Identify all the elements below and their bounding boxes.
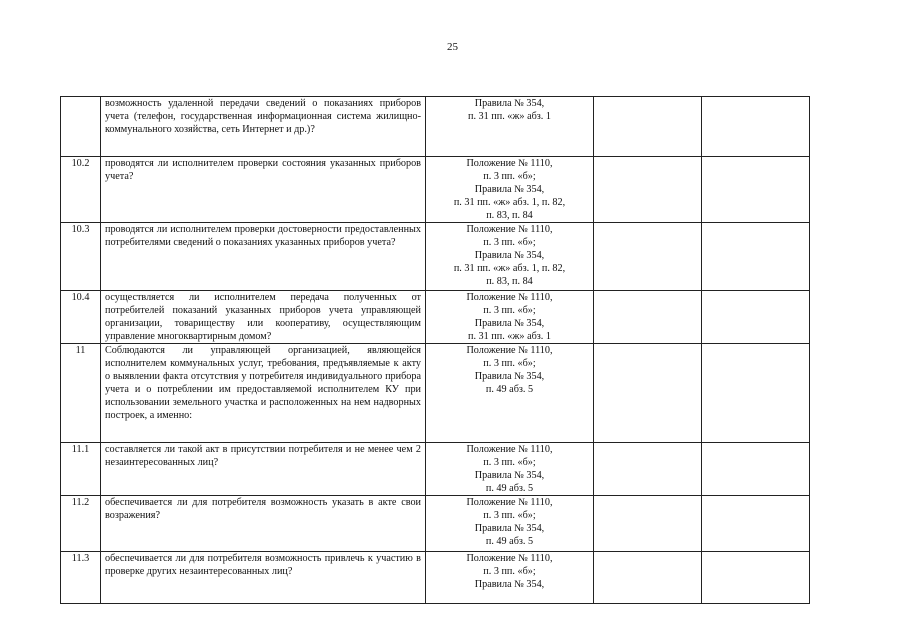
page-number: 25	[447, 41, 458, 53]
legal-reference-line: Положение № 1110,	[466, 553, 553, 564]
legal-reference-line: Правила № 354,	[474, 250, 545, 261]
question-cell: проводятся ли исполнителем проверки состояния указанных приборов учета?	[101, 157, 426, 223]
answer-cell	[594, 223, 702, 291]
item-number-cell: 11.3	[61, 552, 101, 604]
item-number-cell: 10.4	[61, 291, 101, 344]
answer-cell	[594, 496, 702, 552]
item-number-cell: 10.2	[61, 157, 101, 223]
note-cell	[702, 291, 810, 344]
table-row	[61, 97, 810, 157]
question-cell: обеспечивается ли для потребителя возможность привлечь к участию в проверке других незаинтересованных лиц?	[101, 552, 426, 604]
legal-reference-line: Правила № 354,	[474, 98, 545, 109]
checklist-table	[60, 96, 810, 604]
checklist-table-body	[61, 97, 810, 604]
legal-reference-line: Правила № 354,	[474, 184, 545, 195]
question-cell: осуществляется ли исполнителем передача полученных от потребителей показаний указанных приборов учета управляющей организации, товариществу или кооперативу, осуществляющим управление многоквартирным домом?	[101, 291, 426, 344]
note-cell	[702, 97, 810, 157]
note-cell	[702, 496, 810, 552]
answer-cell	[594, 344, 702, 443]
question-cell: проводятся ли исполнителем проверки достоверности предоставленных потребителями сведений о показаниях указанных приборов учета?	[101, 223, 426, 291]
answer-cell	[594, 552, 702, 604]
legal-reference-cell	[426, 552, 594, 604]
question-cell: возможность удаленной передачи сведений о показаниях приборов учета (телефон, государственная информационная система жилищно-коммунального хозяйства, сеть Интернет и др.)?	[101, 97, 426, 157]
note-cell	[702, 344, 810, 443]
legal-reference-line: п. 83, п. 84	[486, 276, 533, 287]
answer-cell	[594, 291, 702, 344]
legal-reference-line: п. 83, п. 84	[486, 210, 533, 221]
question-cell: составляется ли такой акт в присутствии потребителя и не менее чем 2 незаинтересованных лиц?	[101, 443, 426, 496]
table-row	[61, 291, 810, 344]
legal-reference-line: Положение № 1110,	[466, 158, 553, 169]
note-cell	[702, 443, 810, 496]
legal-reference-line: Правила № 354,	[474, 579, 545, 590]
legal-reference-line: п. 3 пп. «б»;	[483, 358, 536, 369]
answer-cell	[594, 157, 702, 223]
legal-reference-line: Правила № 354,	[474, 318, 545, 329]
legal-reference-cell	[426, 97, 594, 157]
note-cell	[702, 552, 810, 604]
legal-reference-line: п. 49 абз. 5	[485, 483, 534, 494]
table-row	[61, 157, 810, 223]
legal-reference-line: п. 3 пп. «б»;	[483, 237, 536, 248]
answer-cell	[594, 97, 702, 157]
legal-reference-cell	[426, 496, 594, 552]
legal-reference-line: Положение № 1110,	[466, 497, 553, 508]
table-row	[61, 496, 810, 552]
legal-reference-line: п. 31 пп. «ж» абз. 1, п. 82,	[453, 197, 566, 208]
item-number-cell: 11.1	[61, 443, 101, 496]
table-row	[61, 223, 810, 291]
legal-reference-line: п. 3 пп. «б»;	[483, 566, 536, 577]
note-cell	[702, 157, 810, 223]
legal-reference-cell	[426, 443, 594, 496]
item-number-cell: 11	[61, 344, 101, 443]
note-cell	[702, 223, 810, 291]
legal-reference-line: Положение № 1110,	[466, 444, 553, 455]
answer-cell	[594, 443, 702, 496]
legal-reference-line: п. 3 пп. «б»;	[483, 171, 536, 182]
legal-reference-line: п. 31 пп. «ж» абз. 1	[468, 111, 551, 122]
legal-reference-line: Положение № 1110,	[466, 345, 553, 356]
table-row	[61, 443, 810, 496]
legal-reference-line: п. 31 пп. «ж» абз. 1, п. 82,	[453, 263, 566, 274]
legal-reference-line: Положение № 1110,	[466, 224, 553, 235]
table-row	[61, 344, 810, 443]
item-number-cell: 10.3	[61, 223, 101, 291]
item-number-cell: 11.2	[61, 496, 101, 552]
legal-reference-cell	[426, 157, 594, 223]
legal-reference-cell	[426, 291, 594, 344]
legal-reference-line: Правила № 354,	[474, 470, 545, 481]
legal-reference-line: п. 3 пп. «б»;	[483, 457, 536, 468]
item-number-cell	[61, 97, 101, 157]
legal-reference-cell	[426, 344, 594, 443]
legal-reference-line: п. 49 абз. 5	[485, 384, 534, 395]
legal-reference-line: Правила № 354,	[474, 523, 545, 534]
question-cell: обеспечивается ли для потребителя возможность указать в акте свои возражения?	[101, 496, 426, 552]
legal-reference-cell	[426, 223, 594, 291]
legal-reference-line: п. 3 пп. «б»;	[483, 305, 536, 316]
legal-reference-line: Положение № 1110,	[466, 292, 553, 303]
legal-reference-line: п. 3 пп. «б»;	[483, 510, 536, 521]
legal-reference-line: Правила № 354,	[474, 371, 545, 382]
question-cell: Соблюдаются ли управляющей организацией, являющейся исполнителем коммунальных услуг, требования, предъявляемые к акту о выявлении факта отсутствия у потребителя индивидуального прибора учета и о потреблении им предоставляемой исполнителем КУ при использовании земельного участка и расположенных на нем надворных построек, а именно:	[101, 344, 426, 443]
legal-reference-line: п. 31 пп. «ж» абз. 1	[468, 331, 551, 342]
table-row	[61, 552, 810, 604]
legal-reference-line: п. 49 абз. 5	[485, 536, 534, 547]
